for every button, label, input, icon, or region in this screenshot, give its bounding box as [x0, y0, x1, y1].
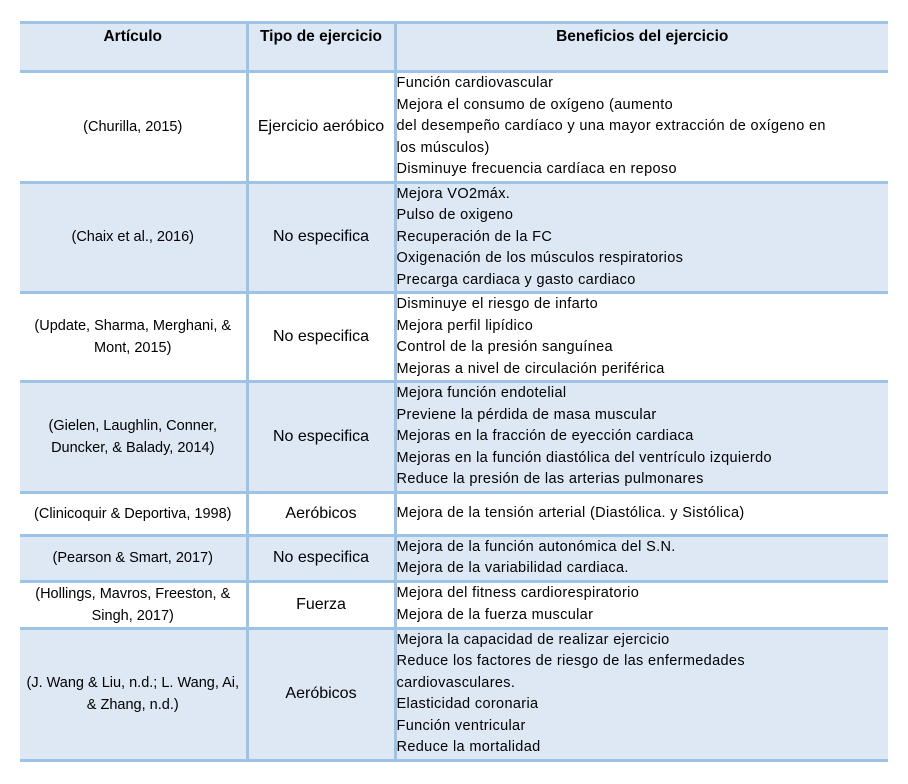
table-row	[20, 492, 888, 535]
article-cell: (J. Wang & Liu, n.d.; L. Wang, Ai, & Zhang, n.d.)	[20, 628, 247, 760]
table-header-row	[20, 23, 888, 72]
exercise-type-cell: Ejercicio aeróbico	[247, 72, 395, 183]
benefit-item: Elasticidad coronaria	[396, 696, 539, 712]
benefit-item: Función cardiovascular	[396, 75, 554, 91]
benefit-item: Oxigenación de los músculos respiratorios	[396, 250, 684, 266]
benefit-item: Mejora la capacidad de realizar ejercicio	[396, 631, 670, 648]
benefit-item: Mejora de la tensión arterial (Diastólica. y Sistólica)	[396, 504, 745, 521]
benefit-item: Pulso de oxigeno	[396, 207, 514, 223]
benefit-item: Reduce la presión de las arterias pulmonares	[396, 471, 704, 487]
benefit-item: Mejora del fitness cardiorespiratorio	[396, 585, 640, 601]
benefit-item: Mejora VO2máx.	[396, 185, 511, 202]
benefit-item: Reduce la mortalidad	[396, 739, 541, 755]
benefit-item: Mejora de la fuerza muscular	[396, 606, 594, 623]
benefit-item: Mejora el consumo de oxígeno (aumento	[396, 96, 674, 113]
benefits-cell	[395, 382, 888, 493]
benefits-cell	[395, 581, 888, 628]
benefit-item: Recuperación de la FC	[396, 228, 553, 245]
table-row	[20, 182, 888, 293]
benefits-cell	[395, 293, 888, 382]
benefit-item: Reduce los factores de riesgo de las enfermedades	[396, 653, 745, 669]
table-row	[20, 293, 888, 382]
benefit-item: Mejoras en la fracción de eyección cardiaca	[396, 428, 694, 444]
benefit-item: del desempeño cardíaco y una mayor extracción de oxígeno en	[396, 118, 826, 134]
exercise-type-cell: Fuerza	[247, 581, 395, 628]
benefits-cell	[395, 72, 888, 183]
benefit-item: Previene la pérdida de masa muscular	[396, 406, 657, 423]
table-row	[20, 535, 888, 581]
benefit-item: los músculos)	[396, 139, 490, 156]
benefit-item: cardiovasculares.	[396, 674, 516, 691]
benefit-item: Mejoras en la función diastólica del ventrículo izquierdo	[396, 449, 772, 466]
benefit-item: Función ventricular	[396, 717, 526, 734]
header-benefits: Beneficios del ejercicio	[395, 23, 888, 72]
header-exercise-type: Tipo de ejercicio	[247, 23, 395, 72]
article-cell: (Hollings, Mavros, Freeston, & Singh, 2017)	[20, 581, 247, 628]
benefits-cell	[395, 182, 888, 293]
benefits-cell	[395, 628, 888, 760]
table-row	[20, 628, 888, 760]
benefits-cell	[395, 492, 888, 535]
header-article: Artículo	[20, 23, 247, 72]
exercise-type-cell: No especifica	[247, 535, 395, 581]
exercise-type-cell: No especifica	[247, 382, 395, 493]
benefit-item: Mejora función endotelial	[396, 385, 567, 401]
benefit-item: Mejora perfil lipídico	[396, 317, 534, 334]
article-cell: (Churilla, 2015)	[20, 72, 247, 183]
benefit-item: Mejora de la variabilidad cardiaca.	[396, 560, 629, 576]
exercise-benefits-table	[20, 21, 888, 762]
benefit-item: Mejora de la función autonómica del S.N.	[396, 538, 676, 555]
table-row	[20, 72, 888, 183]
benefit-item: Precarga cardiaca y gasto cardiaco	[396, 271, 636, 288]
exercise-type-cell: Aeróbicos	[247, 492, 395, 535]
article-cell: (Gielen, Laughlin, Conner, Duncker, & Balady, 2014)	[20, 382, 247, 493]
table-row	[20, 382, 888, 493]
benefit-item: Disminuye frecuencia cardíaca en reposo	[396, 161, 677, 177]
benefit-item: Mejoras a nivel de circulación periférica	[396, 360, 665, 377]
benefit-item: Control de la presión sanguínea	[396, 339, 613, 355]
table-row	[20, 581, 888, 628]
benefit-item: Disminuye el riesgo de infarto	[396, 296, 599, 312]
benefits-cell	[395, 535, 888, 581]
exercise-type-cell: No especifica	[247, 293, 395, 382]
exercise-type-cell: No especifica	[247, 182, 395, 293]
article-cell: (Pearson & Smart, 2017)	[20, 535, 247, 581]
exercise-type-cell: Aeróbicos	[247, 628, 395, 760]
article-cell: (Chaix et al., 2016)	[20, 182, 247, 293]
article-cell: (Update, Sharma, Merghani, & Mont, 2015)	[20, 293, 247, 382]
article-cell: (Clinicoquir & Deportiva, 1998)	[20, 492, 247, 535]
